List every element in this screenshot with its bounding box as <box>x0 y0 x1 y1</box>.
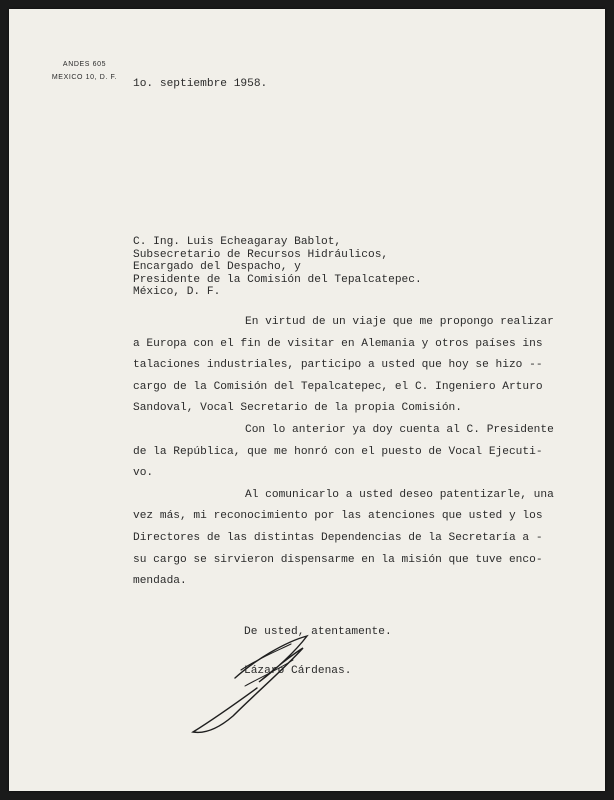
body-line: su cargo se sirvieron dispensarme en la misión que tuve enco- <box>133 553 543 566</box>
body-line: a Europa con el fin de visitar en Alemania y otros países ins <box>133 337 543 350</box>
body-line: cargo de la Comisión del Tepalcatepec, el C. Ingeniero Arturo <box>133 380 543 393</box>
body-line: talaciones industriales, participo a usted que hoy se hizo -- <box>133 359 543 372</box>
address-line: Presidente de la Comisión del Tepalcatepec. <box>133 273 422 286</box>
body-line: Con lo anterior ya doy cuenta al C. Presidente <box>245 423 554 436</box>
address-line: México, D. F. <box>133 286 221 298</box>
body-line: Sandoval, Vocal Secretario de la propia Comisión. <box>133 402 462 415</box>
body-line: Directores de las distintas Dependencias de la Secretaría a - <box>133 531 543 544</box>
address-line: Subsecretario de Recursos Hidráulicos, <box>133 248 389 261</box>
letter-body <box>133 312 593 593</box>
letterhead <box>47 58 122 84</box>
letterhead-city: MEXICO 10, D. F. <box>51 74 118 81</box>
handwritten-signature <box>175 630 315 740</box>
body-line: En virtud de un viaje que me propongo realizar <box>245 316 554 328</box>
body-line: vo. <box>133 467 154 480</box>
address-line: Encargado del Despacho, y <box>133 261 301 273</box>
body-line: mendada. <box>133 575 187 588</box>
recipient-address <box>133 236 422 299</box>
address-line: C. Ing. Luis Echeagaray Bablot, <box>133 236 342 248</box>
closing-line: De usted, atentamente. <box>244 626 392 638</box>
body-line: de la República, que me honró con el puesto de Vocal Ejecuti- <box>133 445 543 458</box>
signature-name: Lázaro Cárdenas. <box>244 665 352 677</box>
letter-date: 1o. septiembre 1958. <box>133 78 268 90</box>
body-line: vez más, mi reconocimiento por las atenciones que usted y los <box>133 510 543 523</box>
letterhead-street: ANDES 605 <box>62 61 107 68</box>
body-line: Al comunicarlo a usted deseo patentizarle, una <box>245 488 554 501</box>
